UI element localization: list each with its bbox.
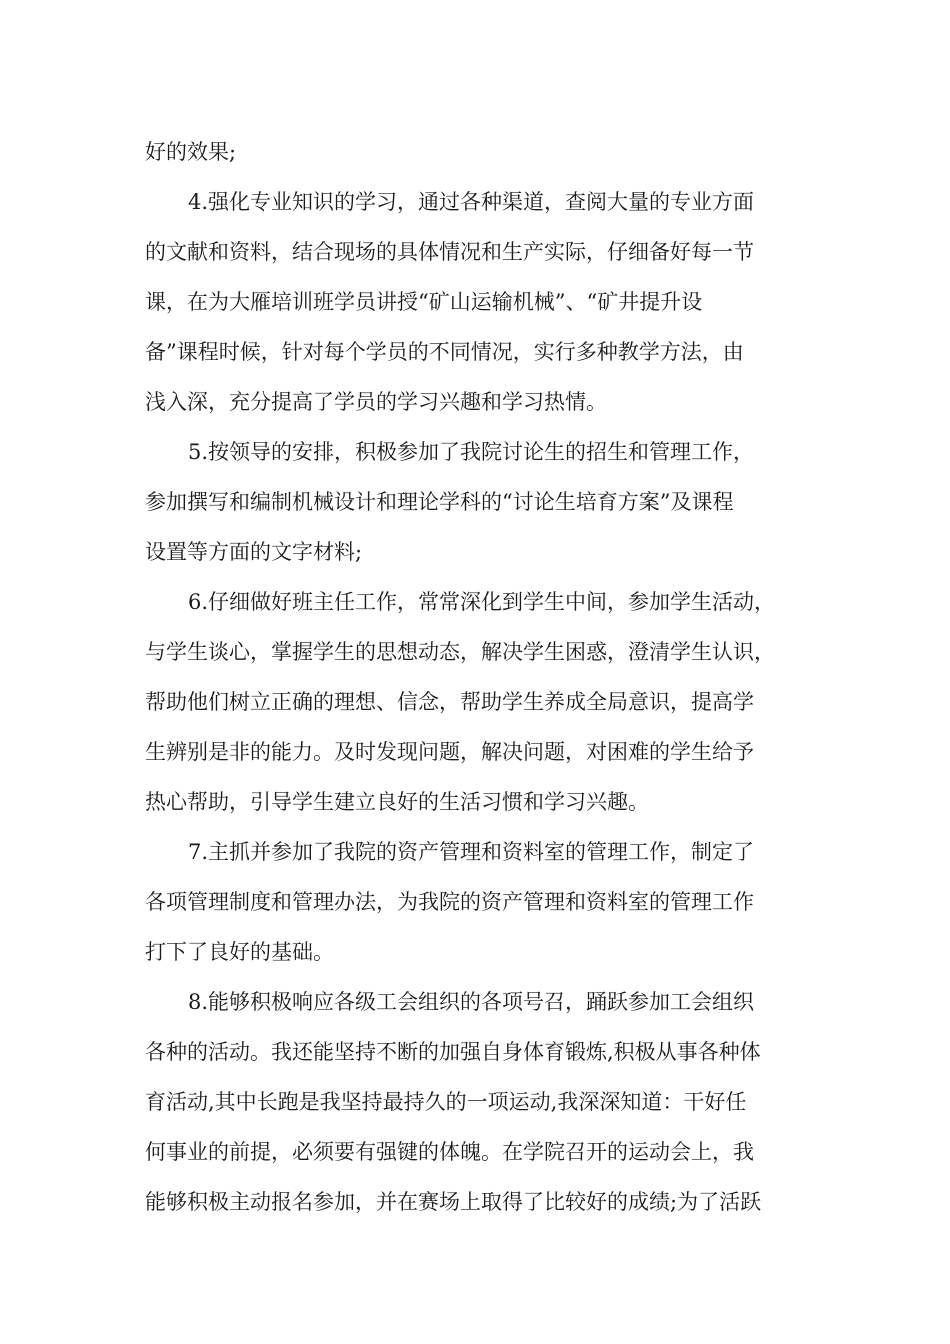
text-line: 各种的活动。我还能坚持不断的加强自身体育锻炼,积极从事各种体 (145, 1040, 761, 1064)
paragraph-8-first-line: 8.能够积极响应各级工会组织的各项号召，踊跃参加工会组织 (188, 990, 755, 1014)
text-line: 能够积极主动报名参加，并在赛场上取得了比较好的成绩;为了活跃 (145, 1190, 762, 1214)
paragraph-5-first-line: 5.按领导的安排，积极参加了我院讨论生的招生和管理工作， (188, 440, 755, 464)
text-line: 热心帮助，引导学生建立良好的生活习惯和学习兴趣。 (145, 790, 649, 814)
text-line: 参加撰写和编制机械设计和理论学科的“讨论生培育方案”及课程 (145, 490, 734, 514)
paragraph-7-first-line: 7.主抓并参加了我院的资产管理和资料室的管理工作，制定了 (188, 840, 755, 864)
text-line: 帮助他们树立正确的理想、信念，帮助学生养成全局意识，提高学 (145, 690, 754, 714)
text-line: 课，在为大雁培训班学员讲授“矿山运输机械”、“矿井提升设 (145, 290, 703, 314)
text-line: 何事业的前提，必须要有强键的体魄。在学院召开的运动会上，我 (145, 1140, 754, 1164)
text-line: 浅入深，充分提高了学员的学习兴趣和学习热情。 (145, 390, 607, 414)
text-line: 好的效果; (145, 140, 237, 164)
text-line: 的文献和资料，结合现场的具体情况和生产实际，仔细备好每一节 (145, 240, 754, 264)
paragraph-6-first-line: 6.仔细做好班主任工作，常常深化到学生中间，参加学生活动， (188, 590, 776, 614)
text-line: 备”课程时候，针对每个学员的不同情况，实行多种教学方法，由 (145, 340, 744, 364)
text-line: 各项管理制度和管理办法，为我院的资产管理和资料室的管理工作 (145, 890, 754, 914)
paragraph-4-first-line: 4.强化专业知识的学习，通过各种渠道，查阅大量的专业方面 (188, 190, 755, 214)
text-line: 与学生谈心，掌握学生的思想动态，解决学生困惑，澄清学生认识， (145, 640, 775, 664)
text-line: 打下了良好的基础。 (145, 940, 334, 964)
text-line: 生辨别是非的能力。及时发现问题，解决问题，对困难的学生给予 (145, 740, 754, 764)
text-line: 育活动,其中长跑是我坚持最持久的一项运动,我深深知道：干好任 (145, 1090, 747, 1114)
text-line: 设置等方面的文字材料; (145, 540, 363, 564)
